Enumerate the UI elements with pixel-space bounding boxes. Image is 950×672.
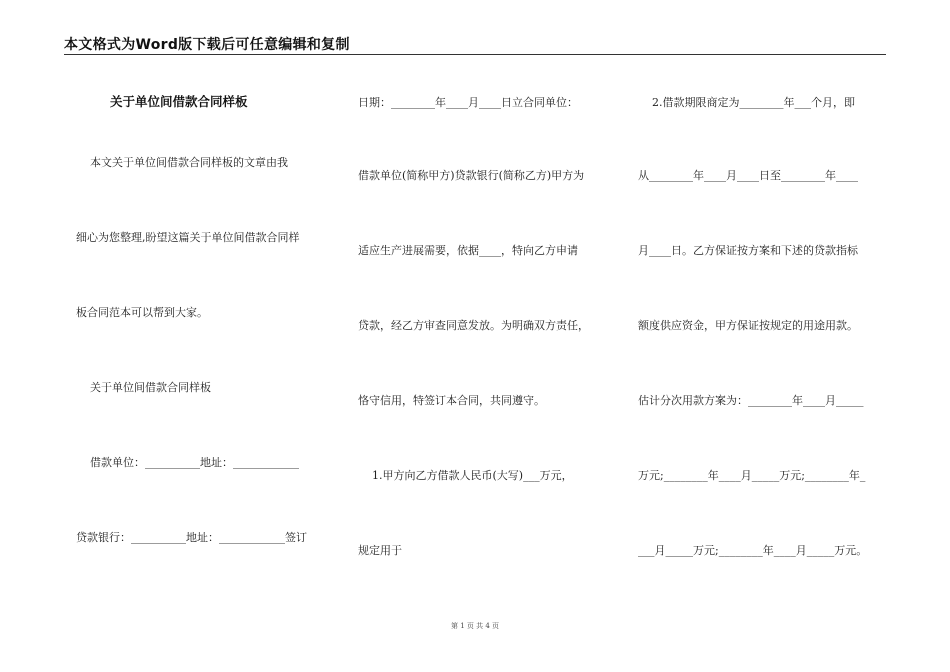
paragraph-line: 日期：________年____月____日立合同单位： — [358, 96, 578, 109]
paragraph-line: 借款单位(简称甲方)贷款银行(简称乙方)甲方为 — [358, 169, 585, 182]
column-3 — [638, 84, 888, 584]
paragraph-line: 万元;________年____月_____万元;________年_ — [638, 469, 866, 482]
paragraph-line: 从________年____月____日至________年____ — [638, 169, 858, 182]
column-2 — [358, 84, 608, 584]
paragraph-line: 贷款，经乙方审查同意发放。为明确双方责任， — [358, 319, 589, 332]
paragraph-line: 细心为您整理,盼望这篇关于单位间借款合同样 — [76, 231, 300, 244]
paragraph-line: 适应生产进展需要，依据____，特向乙方申请 — [358, 244, 578, 257]
paragraph-line: 2.借款期限商定为________年___个月，即 — [638, 96, 855, 109]
paragraph-line: 1.甲方向乙方借款人民币(大写)___万元， — [358, 469, 573, 482]
column-1 — [76, 84, 326, 584]
paragraph-line: ___月_____万元;________年____月_____万元。 — [638, 544, 868, 557]
paragraph-line: 板合同范本可以帮到大家。 — [76, 306, 208, 319]
paragraph-line: 恪守信用，特签订本合同，共同遵守。 — [358, 394, 545, 407]
page-footer: 第 1 页 共 4 页 — [450, 622, 500, 630]
header-title: 本文格式为Word版下载后可任意编辑和复制 — [64, 37, 350, 53]
paragraph-line: 贷款银行：__________地址：____________签订 — [76, 531, 307, 544]
paragraph-line: 借款单位：__________地址：____________ — [76, 456, 299, 469]
paragraph-line: 规定用于 — [358, 544, 402, 557]
paragraph-line: 关于单位间借款合同样板 — [76, 381, 211, 394]
paragraph-line: 月____日。乙方保证按方案和下述的贷款指标 — [638, 244, 858, 257]
paragraph-line: 估计分次用款方案为：________年____月_____ — [638, 394, 864, 407]
paragraph-line: 本文关于单位间借款合同样板的文章由我 — [76, 156, 288, 169]
paragraph-line: 额度供应资金，甲方保证按规定的用途用款。 — [638, 319, 858, 332]
document-title: 关于单位间借款合同样板 — [110, 94, 248, 109]
header-divider — [64, 54, 886, 55]
